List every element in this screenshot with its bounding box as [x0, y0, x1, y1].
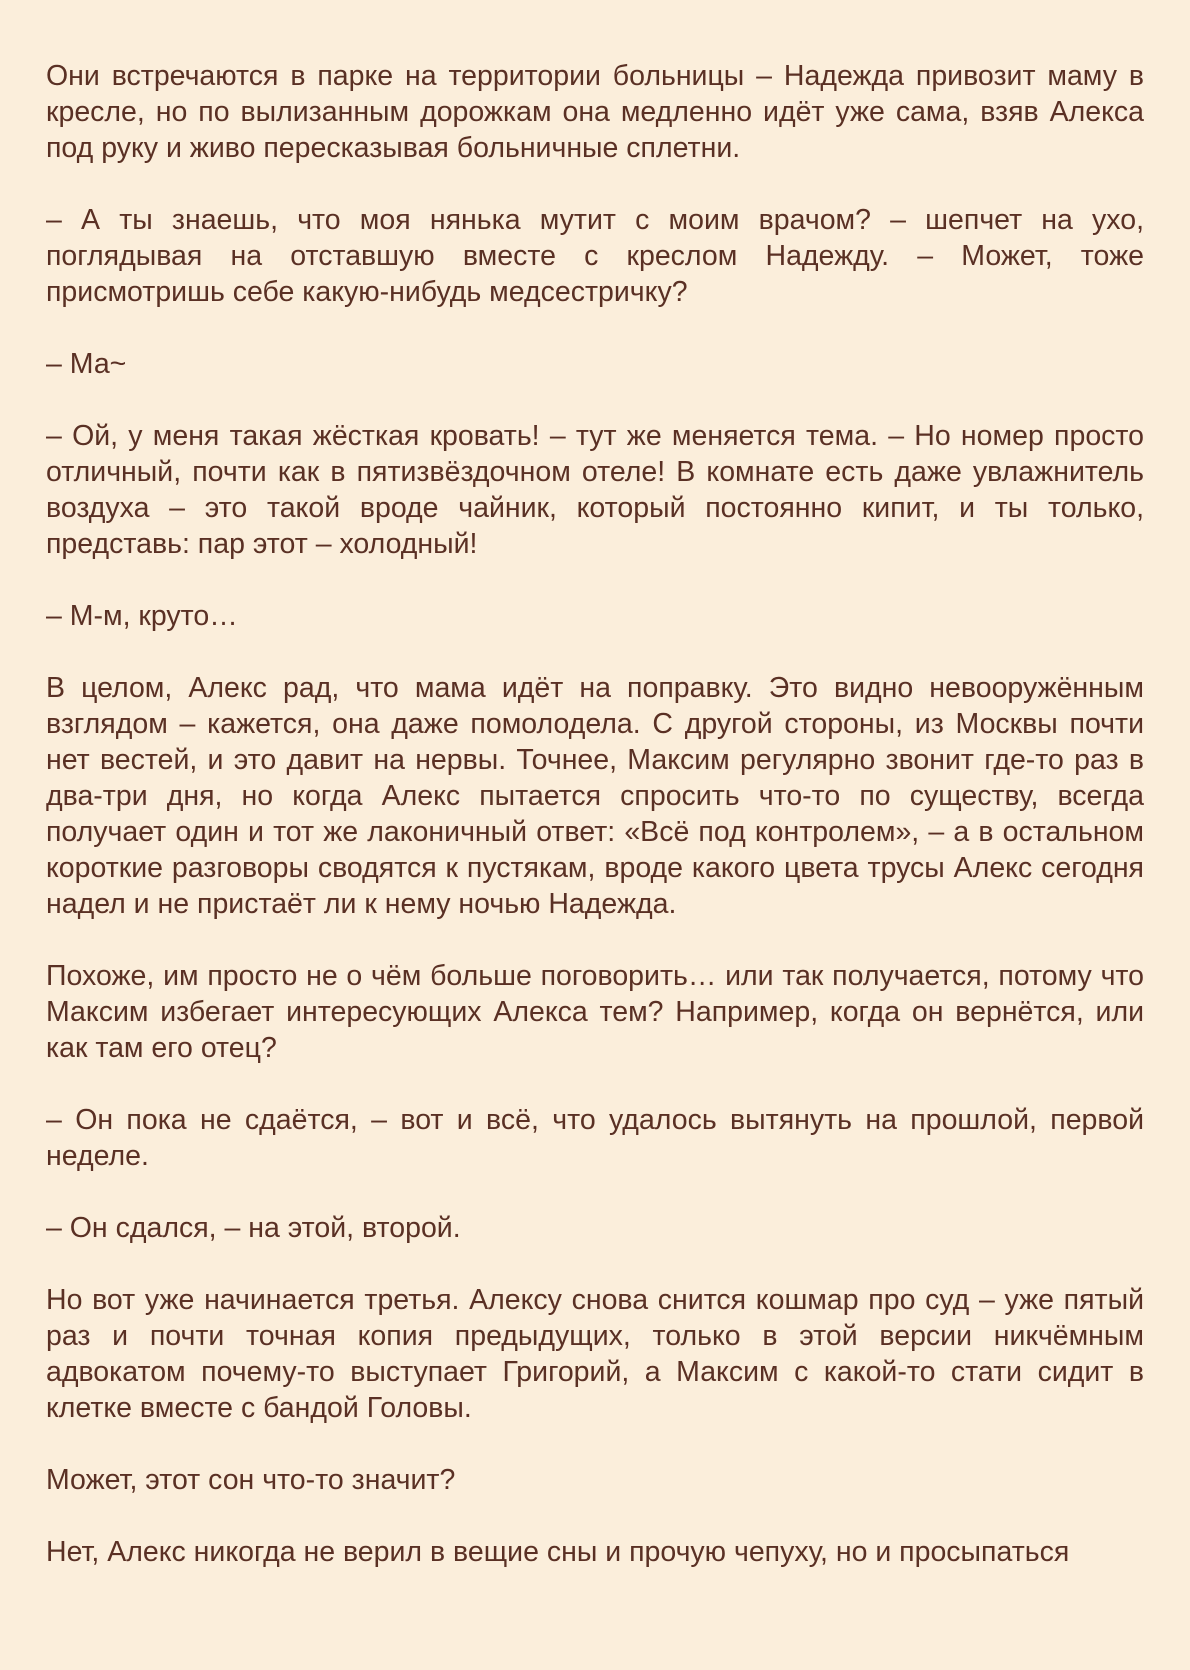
- paragraph: – А ты знаешь, что моя нянька мутит с моим врачом? – шепчет на ухо, поглядывая на отставшую вместе с креслом Надежду. – Может, тоже присмотришь себе какую-нибудь медсестричку?: [46, 204, 1144, 308]
- paragraph: В целом, Алекс рад, что мама идёт на поправку. Это видно невооружённым взглядом – кажется, она даже помолодела. С другой стороны, из Москвы почти нет вестей, и это давит на нервы. Точнее, Максим регулярно звонит где-то раз в два-три дня, но когда Алекс пытается спросить что-то по существу, всегда получает один и тот же лаконичный ответ: «Всё под контролем», – а в остальном короткие разговоры сводятся к пустякам, вроде какого цвета трусы Алекс сегодня надел и не пристаёт ли к нему ночью Надежда.: [46, 672, 1144, 920]
- paragraph: – Ой, у меня такая жёсткая кровать! – тут же меняется тема. – Но номер просто отличный, почти как в пятизвёздочном отеле! В комнате есть даже увлажнитель воздуха – это такой вроде чайник, который постоянно кипит, и ты только, представь: пар этот – холодный!: [46, 420, 1144, 560]
- paragraph: Но вот уже начинается третья. Алексу снова снится кошмар про суд – уже пятый раз и почти точная копия предыдущих, только в этой версии никчёмным адвокатом почему-то выступает Григорий, а Максим с какой-то стати сидит в клетке вместе с бандой Головы.: [46, 1284, 1144, 1424]
- paragraph: – Он сдался, – на этой, второй.: [46, 1212, 461, 1244]
- paragraph: Похоже, им просто не о чём больше поговорить… или так получается, потому что Максим избегает интересующих Алекса тем? Например, когда он вернётся, или как там его отец?: [46, 960, 1144, 1064]
- paragraph: – Ма~: [46, 348, 127, 380]
- paragraph: Они встречаются в парке на территории больницы – Надежда привозит маму в кресле, но по вылизанным дорожкам она медленно идёт уже сама, взяв Алекса под руку и живо пересказывая больничные сплетни.: [46, 60, 1144, 164]
- paragraph-truncated: Нет, Алекс никогда не верил в вещие сны и прочую чепуху, но и просыпаться: [46, 1536, 1070, 1568]
- paragraph: Может, этот сон что-то значит?: [46, 1464, 456, 1496]
- paragraph: – Он пока не сдаётся, – вот и всё, что удалось вытянуть на прошлой, первой неделе.: [46, 1104, 1144, 1172]
- paragraph: – М-м, круто…: [46, 600, 238, 632]
